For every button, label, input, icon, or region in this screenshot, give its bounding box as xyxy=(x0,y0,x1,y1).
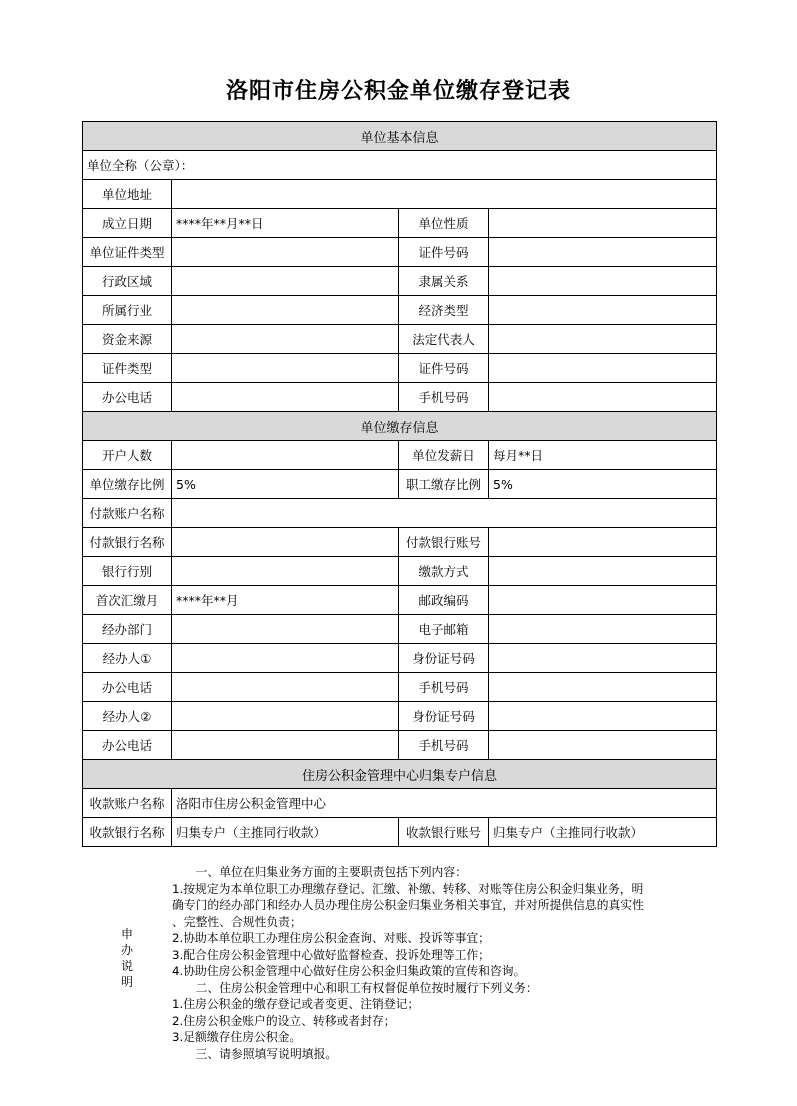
field-label: 身份证号码 xyxy=(399,644,489,673)
form-row xyxy=(83,673,717,702)
field-label: 办公电话 xyxy=(83,673,172,702)
field-label: 单位缴存比例 xyxy=(83,470,172,499)
form-row xyxy=(83,615,717,644)
section-basic-info: 单位基本信息 xyxy=(83,122,717,151)
field-value[interactable]: ****年**月**日 xyxy=(172,209,399,238)
field-value[interactable]: 每月**日 xyxy=(489,441,717,470)
field-value[interactable] xyxy=(172,441,399,470)
field-label: 行政区域 xyxy=(83,267,172,296)
side-char: 申 xyxy=(120,927,133,941)
field-label: 法定代表人 xyxy=(399,325,489,354)
instruction-line: 、完整性、合规性负责； xyxy=(172,914,302,929)
receive-account-name-label: 收款账户名称 xyxy=(83,789,172,818)
field-label: 手机号码 xyxy=(399,673,489,702)
receive-bank-name-label: 收款银行名称 xyxy=(83,818,172,847)
instruction-line: 2.协助本单位职工办理住房公积金查询、对账、投诉等事宜； xyxy=(172,931,490,945)
field-value[interactable] xyxy=(172,615,399,644)
field-label: 经济类型 xyxy=(399,296,489,325)
field-value[interactable]: ****年**月 xyxy=(172,586,399,615)
side-char: 办 xyxy=(120,943,133,957)
field-label: 电子邮箱 xyxy=(399,615,489,644)
field-label: 经办人② xyxy=(83,702,172,731)
field-value[interactable] xyxy=(489,209,717,238)
form-row xyxy=(83,267,717,296)
receive-account-name-value: 洛阳市住房公积金管理中心 xyxy=(172,789,717,818)
field-value[interactable] xyxy=(172,354,399,383)
field-value[interactable] xyxy=(489,586,717,615)
side-char: 明 xyxy=(120,975,133,989)
field-label: 资金来源 xyxy=(83,325,172,354)
instructions-panel xyxy=(82,851,716,1075)
field-label: 单位性质 xyxy=(399,209,489,238)
field-value[interactable]: 5% xyxy=(489,470,717,499)
unit-address-label: 单位地址 xyxy=(83,180,172,209)
field-value[interactable] xyxy=(172,644,399,673)
field-value[interactable] xyxy=(172,383,399,412)
field-label: 开户人数 xyxy=(83,441,172,470)
form-row xyxy=(83,383,717,412)
field-label: 职工缴存比例 xyxy=(399,470,489,499)
field-value[interactable] xyxy=(172,528,399,557)
field-value[interactable] xyxy=(489,673,717,702)
registration-form-table xyxy=(82,121,717,847)
field-value[interactable] xyxy=(172,267,399,296)
field-value[interactable] xyxy=(489,267,717,296)
section-center-account-info: 住房公积金管理中心归集专户信息 xyxy=(83,760,717,789)
instructions-text xyxy=(172,864,712,1062)
form-row xyxy=(83,441,717,470)
pay-account-name-label: 付款账户名称 xyxy=(83,499,172,528)
field-label: 手机号码 xyxy=(399,731,489,760)
instruction-line: 一、单位在归集业务方面的主要职责包括下列内容： xyxy=(172,865,467,879)
form-row xyxy=(83,209,717,238)
field-label: 付款银行名称 xyxy=(83,528,172,557)
field-value[interactable] xyxy=(172,702,399,731)
receive-bank-account-label: 收款银行账号 xyxy=(399,818,489,847)
section-deposit-info: 单位缴存信息 xyxy=(83,412,717,441)
field-label: 经办部门 xyxy=(83,615,172,644)
unit-full-name-field[interactable]: 单位全称（公章）： xyxy=(83,151,717,180)
instruction-line: 4.协助住房公积金管理中心做好住房公积金归集政策的宣传和咨询。 xyxy=(172,964,526,978)
instruction-line: 1.住房公积金的缴存登记或者变更、注销登记； xyxy=(172,997,420,1011)
field-label: 所属行业 xyxy=(83,296,172,325)
field-label: 手机号码 xyxy=(399,383,489,412)
form-row xyxy=(83,644,717,673)
field-label: 首次汇缴月 xyxy=(83,586,172,615)
field-value[interactable]: 5% xyxy=(172,470,399,499)
field-value[interactable] xyxy=(489,354,717,383)
field-label: 证件号码 xyxy=(399,354,489,383)
field-label: 证件号码 xyxy=(399,238,489,267)
instructions-side-label xyxy=(120,926,134,990)
side-char: 说 xyxy=(120,959,133,973)
form-row xyxy=(83,586,717,615)
field-value[interactable] xyxy=(172,731,399,760)
field-value[interactable] xyxy=(172,238,399,267)
form-row xyxy=(83,528,717,557)
form-row xyxy=(83,470,717,499)
field-label: 办公电话 xyxy=(83,383,172,412)
page-title: 洛阳市住房公积金单位缴存登记表 xyxy=(225,78,571,104)
field-value[interactable] xyxy=(489,325,717,354)
field-value[interactable] xyxy=(172,296,399,325)
instruction-line: 3.配合住房公积金管理中心做好监督检查、投诉处理等工作； xyxy=(172,947,490,962)
field-label: 成立日期 xyxy=(83,209,172,238)
field-value[interactable] xyxy=(489,296,717,325)
instruction-line: 二、住房公积金管理中心和职工有权督促单位按时履行下列义务： xyxy=(172,980,538,995)
form-row xyxy=(83,325,717,354)
field-value[interactable] xyxy=(489,644,717,673)
field-label: 单位发薪日 xyxy=(399,441,489,470)
field-value[interactable] xyxy=(489,557,717,586)
field-value[interactable] xyxy=(172,673,399,702)
instruction-line: 1.按规定为本单位职工办理缴存登记、汇缴、补缴、转移、对账等住房公积金归集业务，明 xyxy=(172,881,644,896)
field-label: 单位证件类型 xyxy=(83,238,172,267)
field-label: 办公电话 xyxy=(83,731,172,760)
form-row xyxy=(83,238,717,267)
field-label: 身份证号码 xyxy=(399,702,489,731)
field-label: 付款银行账号 xyxy=(399,528,489,557)
instruction-line: 确专门的经办部门和经办人员办理住房公积金归集业务相关事宜，并对所提供信息的真实性 xyxy=(172,898,644,912)
field-label: 缴款方式 xyxy=(399,557,489,586)
unit-address-field[interactable] xyxy=(172,180,717,209)
form-row xyxy=(83,557,717,586)
instruction-line: 三、请参照填写说明填报。 xyxy=(172,1046,338,1061)
field-value[interactable] xyxy=(489,731,717,760)
field-value[interactable] xyxy=(172,325,399,354)
field-label: 经办人① xyxy=(83,644,172,673)
field-value[interactable] xyxy=(489,238,717,267)
instruction-line: 2.住房公积金账户的设立、转移或者封存； xyxy=(172,1013,396,1028)
field-label: 邮政编码 xyxy=(399,586,489,615)
field-value[interactable] xyxy=(489,383,717,412)
field-value[interactable] xyxy=(489,702,717,731)
receive-bank-account-value: 归集专户（主推同行收款） xyxy=(489,818,717,847)
field-label: 隶属关系 xyxy=(399,267,489,296)
receive-bank-name-value: 归集专户（主推同行收款） xyxy=(172,818,399,847)
instruction-line: 3.足额缴存住房公积金。 xyxy=(172,1030,302,1044)
field-label: 证件类型 xyxy=(83,354,172,383)
form-row xyxy=(83,296,717,325)
field-value[interactable] xyxy=(172,557,399,586)
field-value[interactable] xyxy=(489,615,717,644)
field-value[interactable] xyxy=(489,528,717,557)
form-row xyxy=(83,702,717,731)
field-label: 银行行别 xyxy=(83,557,172,586)
form-row xyxy=(83,731,717,760)
form-row xyxy=(83,354,717,383)
pay-account-name-field[interactable] xyxy=(172,499,717,528)
